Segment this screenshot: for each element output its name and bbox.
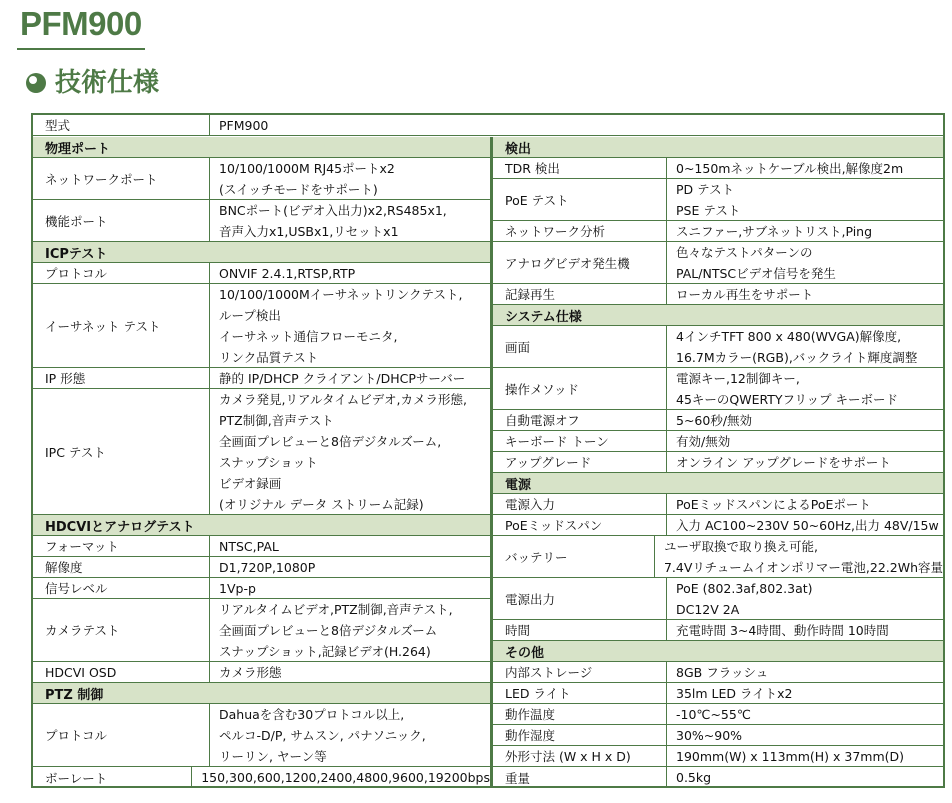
spec-value-line: リアルタイムビデオ,PTZ制御,音声テスト,: [219, 601, 453, 617]
spec-label: アナログビデオ発生機: [493, 242, 667, 283]
spec-value-line: 16.7Mカラー(RGB),バックライト輝度調整: [676, 349, 918, 365]
spec-row: [33, 536, 490, 557]
spec-value: [210, 368, 465, 388]
spec-label: HDCVI OSD: [33, 662, 210, 682]
spec-value-line: ペルコ-D/P, サムスン, パナソニック,: [219, 727, 426, 743]
spec-value-line: カメラ発見,リアルタイムビデオ,カメラ形態,: [219, 391, 467, 407]
spec-label: ネットワークポート: [33, 158, 210, 199]
category-header: その他: [493, 641, 943, 662]
spec-row: [493, 620, 943, 641]
spec-value-line: 入力 AC100~230V 50~60Hz,出力 48V/15w: [676, 517, 939, 533]
bullet-icon: [26, 73, 46, 93]
spec-row: [33, 599, 490, 662]
spec-label: 外形寸法 (W x H x D): [493, 746, 667, 766]
spec-value: [210, 200, 447, 241]
spec-label: 自動電源オフ: [493, 410, 667, 430]
spec-value: [210, 158, 395, 199]
spec-row: [493, 746, 943, 767]
spec-value-line: DC12V 2A: [676, 601, 740, 617]
spec-value: [210, 704, 426, 766]
spec-value-line: リンク品質テスト: [219, 349, 319, 365]
spec-value-line: ビデオ録画: [219, 475, 282, 491]
spec-value-line: 10/100/1000Mイーサネットリンクテスト,: [219, 286, 463, 302]
spec-label: 重量: [493, 767, 667, 788]
spec-value: [667, 410, 752, 430]
spec-label: イーサネット テスト: [33, 284, 210, 367]
right-column: [493, 137, 943, 788]
spec-label: プロトコル: [33, 704, 210, 766]
spec-row: [33, 767, 490, 788]
spec-row: [493, 284, 943, 305]
spec-value: [655, 536, 943, 577]
model-title: PFM900: [20, 5, 142, 42]
spec-label: IPC テスト: [33, 389, 210, 514]
spec-value: [210, 599, 453, 661]
spec-value: [667, 452, 891, 472]
spec-value: [667, 284, 813, 304]
spec-label: 動作湿度: [493, 725, 667, 745]
spec-value-line: 全画面プレビューと8倍デジタルズーム,: [219, 433, 442, 449]
title-underline: [17, 48, 145, 50]
spec-label: キーボード トーン: [493, 431, 667, 451]
spec-label: 電源出力: [493, 578, 667, 619]
spec-row: [493, 158, 943, 179]
spec-value-line: PTZ制御,音声テスト: [219, 412, 334, 428]
spec-label: ネットワーク分析: [493, 221, 667, 241]
spec-row: [493, 410, 943, 431]
header-value: PFM900: [219, 117, 269, 133]
category-header: ICPテスト: [33, 242, 490, 263]
spec-value: [667, 494, 871, 514]
spec-value-line: 150,300,600,1200,2400,4800,9600,19200bps: [201, 770, 490, 785]
spec-value-line: PD テスト: [676, 181, 735, 197]
spec-value: [210, 389, 467, 514]
category-header: 電源: [493, 473, 943, 494]
spec-label: フォーマット: [33, 536, 210, 556]
spec-value-line: 4インチTFT 800 x 480(WVGA)解像度,: [676, 328, 902, 344]
spec-value-line: 0~150mネットケーブル検出,解像度2m: [676, 160, 904, 176]
spec-label: 機能ポート: [33, 200, 210, 241]
spec-row: [493, 704, 943, 725]
spec-value: [210, 284, 463, 367]
spec-value-line: カメラ形態: [219, 664, 282, 680]
spec-label: PoEミッドスパン: [493, 515, 667, 535]
spec-value-line: 色々なテストパターンの: [676, 244, 813, 260]
category-header: 検出: [493, 137, 943, 158]
spec-value-line: スナップショット,記録ビデオ(H.264): [219, 643, 431, 659]
spec-value-line: 1Vp-p: [219, 580, 256, 596]
spec-label: 内部ストレージ: [493, 662, 667, 682]
spec-value-line: 10/100/1000M RJ45ポートx2: [219, 160, 395, 176]
spec-value: [667, 662, 768, 682]
spec-value: [210, 578, 256, 598]
spec-value: [667, 767, 711, 788]
spec-row: [33, 263, 490, 284]
category-header: PTZ 制御: [33, 683, 490, 704]
spec-value: [210, 263, 355, 283]
spec-value: [667, 179, 740, 220]
spec-value-line: 充電時間 3~4時間、動作時間 10時間: [676, 622, 889, 638]
spec-value-line: スナップショット: [219, 454, 318, 470]
spec-row: [33, 284, 490, 368]
spec-value-line: PoE (802.3af,802.3at): [676, 580, 813, 596]
spec-row: [33, 557, 490, 578]
spec-value-line: 静的 IP/DHCP クライアント/DHCPサーバー: [219, 370, 466, 386]
spec-value-line: PSE テスト: [676, 202, 741, 218]
spec-value-line: 35lm LED ライトx2: [676, 685, 793, 701]
spec-row: [493, 536, 943, 578]
spec-value-line: 45キーのQWERTYフリップ キーボード: [676, 391, 899, 407]
spec-value-line: ループ検出: [219, 307, 281, 323]
spec-value-line: PAL/NTSCビデオ信号を発生: [676, 265, 836, 281]
spec-value: [210, 662, 282, 682]
spec-value-line: 0.5kg: [676, 770, 712, 785]
spec-label: 記録再生: [493, 284, 667, 304]
spec-value: [667, 725, 742, 745]
spec-label: PoE テスト: [493, 179, 667, 220]
spec-value-line: 8GB フラッシュ: [676, 664, 769, 680]
spec-value-line: 有効/無効: [676, 433, 731, 449]
category-header: システム仕様: [493, 305, 943, 326]
spec-value-line: イーサネット通信フローモニタ,: [219, 328, 398, 344]
spec-label: プロトコル: [33, 263, 210, 283]
spec-value-line: オンライン アップグレードをサポート: [676, 454, 891, 470]
spec-row: [493, 326, 943, 368]
spec-value: [667, 431, 730, 451]
spec-value: [667, 368, 898, 409]
spec-value-line: -10℃~55℃: [676, 706, 751, 722]
spec-row: [493, 515, 943, 536]
spec-value-line: 音声入力x1,USBx1,リセットx1: [219, 223, 399, 239]
section-title: 技術仕様: [55, 68, 160, 98]
spec-row: [493, 242, 943, 284]
spec-value: [667, 158, 903, 178]
spec-label: カメラテスト: [33, 599, 210, 661]
header-label: 型式: [33, 115, 210, 135]
spec-value: [667, 242, 836, 283]
section-header: [26, 66, 159, 100]
spec-label: バッテリー: [493, 536, 655, 577]
spec-row: [493, 221, 943, 242]
spec-label: 画面: [493, 326, 667, 367]
spec-value-line: 7.4Vリチュームイオンポリマー電池,22.2Wh容量: [663, 559, 943, 575]
spec-table: [31, 113, 945, 788]
spec-row: [493, 578, 943, 620]
spec-value: [667, 746, 904, 766]
spec-value: [667, 578, 813, 619]
spec-label: 動作温度: [493, 704, 667, 724]
spec-row: [493, 725, 943, 746]
spec-value-line: NTSC,PAL: [219, 538, 279, 554]
spec-row: [493, 179, 943, 221]
spec-value-line: 190mm(W) x 113mm(H) x 37mm(D): [676, 748, 905, 764]
spec-value: [667, 326, 917, 367]
spec-value: [667, 704, 751, 724]
spec-row: [33, 158, 490, 200]
spec-row: [493, 767, 943, 788]
spec-value-line: 全画面プレビューと8倍デジタルズーム: [219, 622, 438, 638]
spec-value: [210, 557, 315, 577]
spec-label: 解像度: [33, 557, 210, 577]
spec-label: 信号レベル: [33, 578, 210, 598]
spec-row: [493, 431, 943, 452]
spec-row: [493, 662, 943, 683]
spec-value-line: BNCポート(ビデオ入出力)x2,RS485x1,: [219, 202, 447, 218]
spec-value: [667, 515, 939, 535]
spec-row: [33, 389, 490, 515]
spec-label: アップグレード: [493, 452, 667, 472]
spec-label: 電源入力: [493, 494, 667, 514]
spec-row: [493, 368, 943, 410]
spec-value-line: ローカル再生をサポート: [676, 286, 814, 302]
spec-value-line: スニファー,サブネットリスト,Ping: [676, 223, 873, 239]
spec-value: [667, 620, 889, 640]
spec-value-line: PoEミッドスパンによるPoEポート: [676, 496, 871, 512]
spec-value: [210, 536, 279, 556]
spec-value-line: D1,720P,1080P: [219, 559, 316, 575]
spec-row: [33, 704, 490, 767]
spec-value: [192, 767, 490, 788]
spec-value-line: (オリジナル データ ストリーム記録): [219, 496, 424, 512]
spec-value-line: 電源キー,12制御キー,: [676, 370, 800, 386]
spec-row: [33, 200, 490, 242]
spec-row: [493, 452, 943, 473]
spec-value-line: ONVIF 2.4.1,RTSP,RTP: [219, 265, 356, 281]
spec-value-line: (スイッチモードをサポート): [219, 181, 378, 197]
category-header: HDCVIとアナログテスト: [33, 515, 490, 536]
spec-row: [493, 494, 943, 515]
spec-value-line: リーリン, ヤーン等: [219, 748, 327, 764]
spec-value-line: Dahuaを含む30プロトコル以上,: [219, 706, 405, 722]
category-header: 物理ポート: [33, 137, 490, 158]
spec-label: 操作メソッド: [493, 368, 667, 409]
spec-row: [33, 368, 490, 389]
spec-value: [667, 221, 872, 241]
left-column: [33, 137, 490, 788]
spec-label: LED ライト: [493, 683, 667, 703]
spec-row: [33, 662, 490, 683]
spec-header-row: [33, 115, 943, 136]
spec-value-line: 5~60秒/無効: [676, 412, 753, 428]
spec-row: [493, 683, 943, 704]
spec-label: TDR 検出: [493, 158, 667, 178]
spec-value: [667, 683, 792, 703]
spec-value-line: 30%~90%: [676, 727, 743, 743]
spec-label: IP 形態: [33, 368, 210, 388]
spec-label: 時間: [493, 620, 667, 640]
spec-label: ボーレート: [33, 767, 192, 788]
spec-value-line: ユーザ取換で取り換え可能,: [663, 538, 818, 554]
spec-row: [33, 578, 490, 599]
